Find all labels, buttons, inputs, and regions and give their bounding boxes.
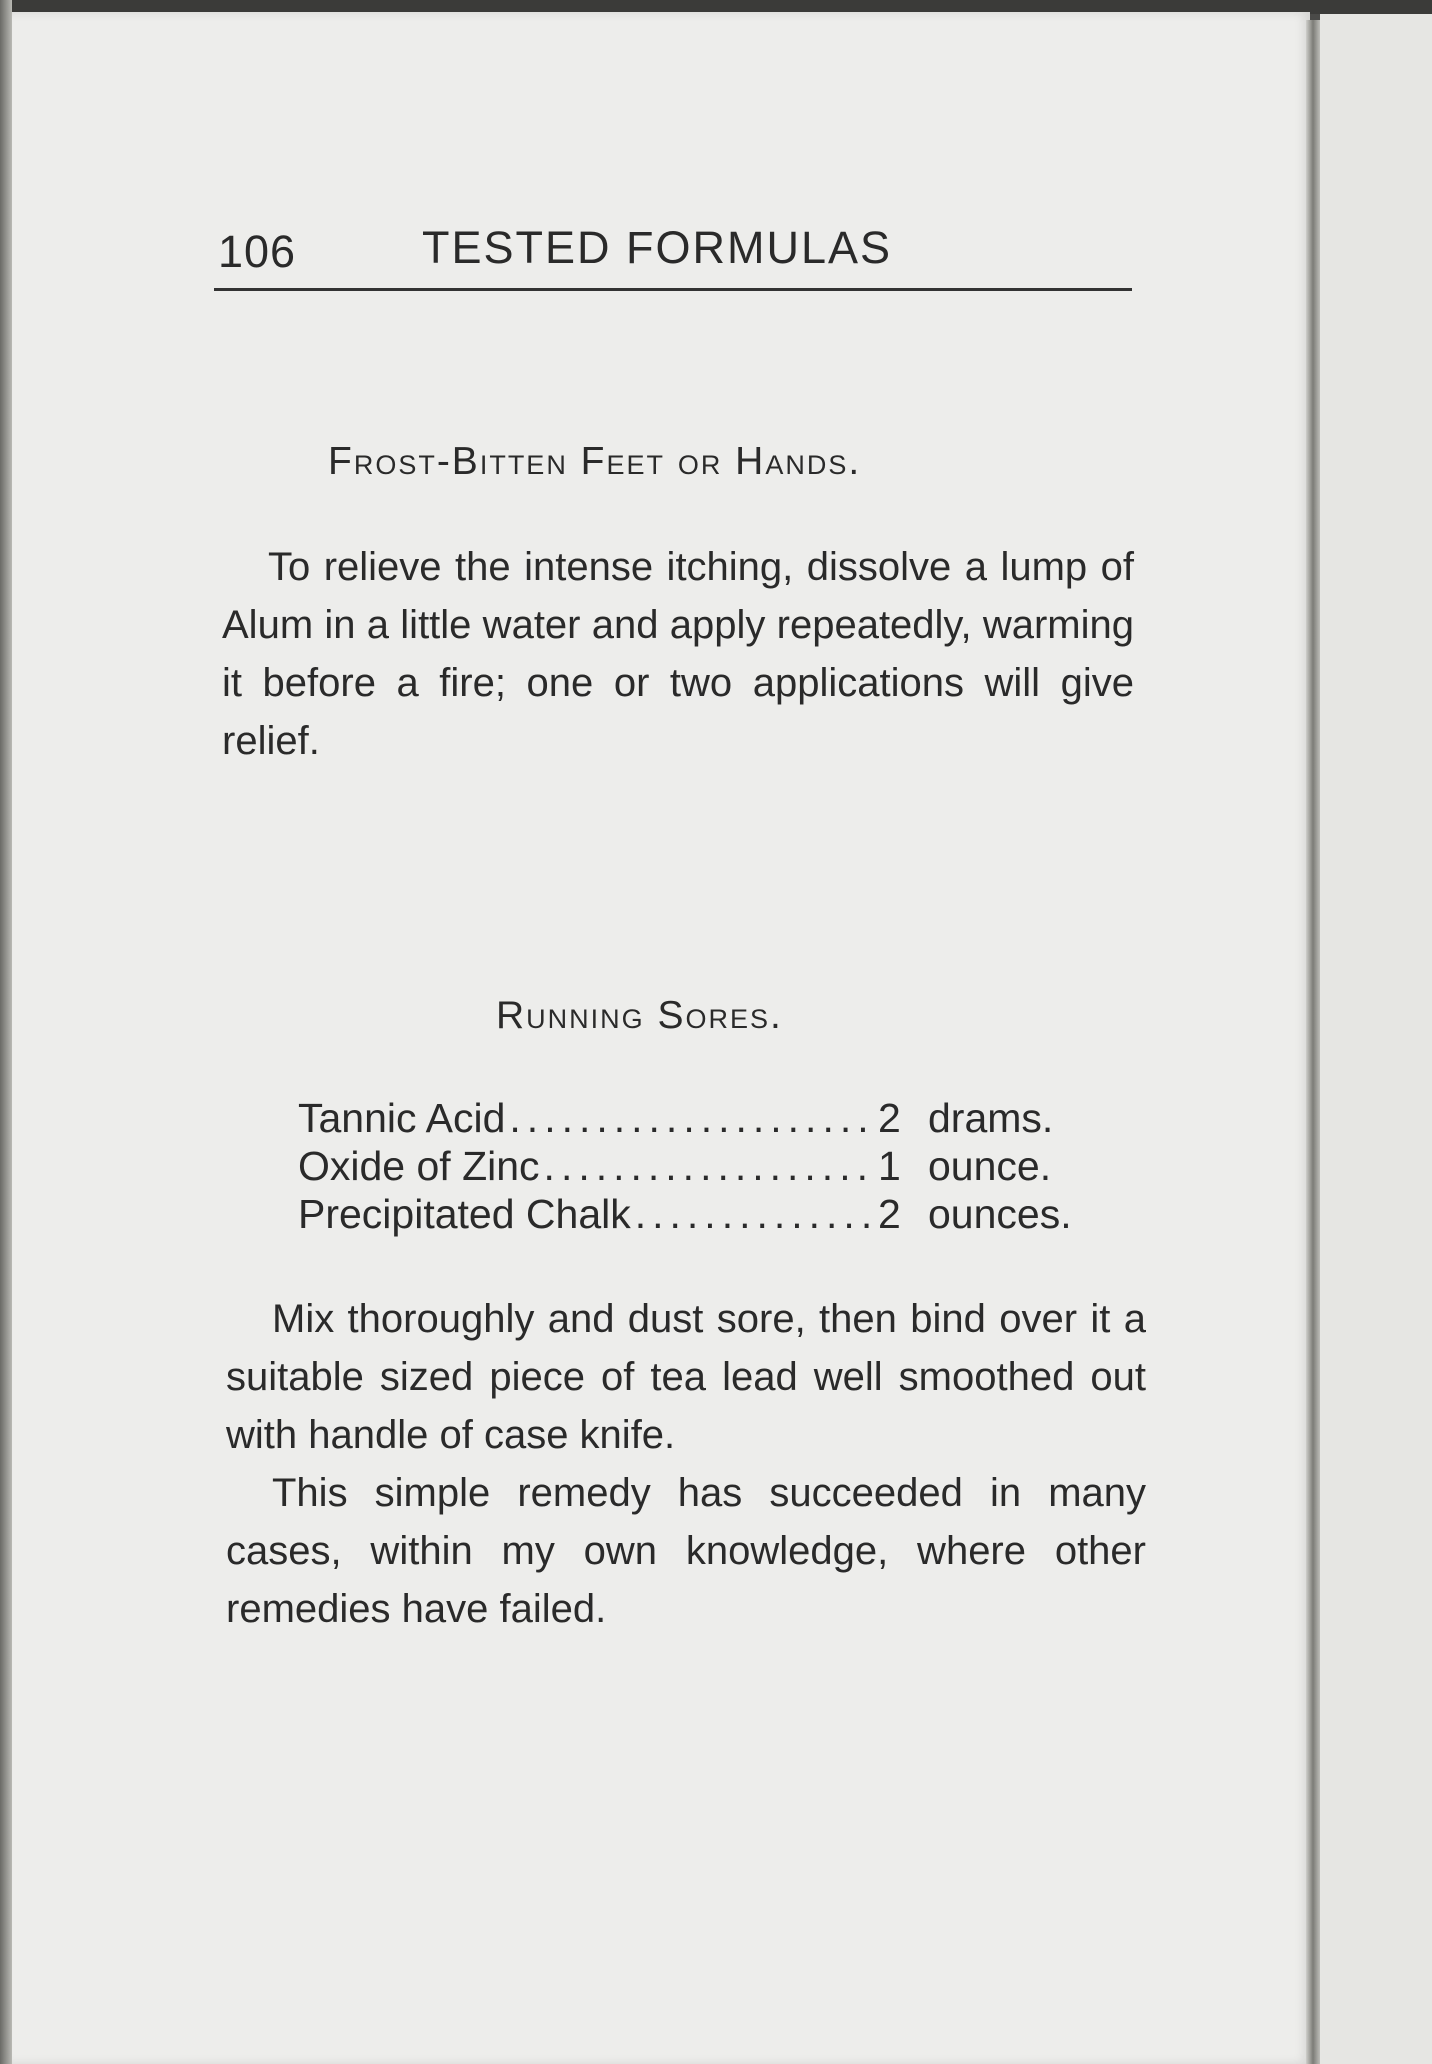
formula-amount: 2	[878, 1191, 901, 1237]
formula-amount: 2	[878, 1095, 901, 1141]
dot-leader	[544, 1142, 874, 1190]
formula-unit: ounce.	[928, 1143, 1052, 1189]
formula-ingredient: Precipitated Chalk	[298, 1191, 631, 1237]
page-left-edge	[0, 0, 12, 2064]
formula-row	[298, 1094, 1078, 1142]
formula-unit: ounces.	[928, 1191, 1072, 1237]
book-spine	[1306, 20, 1320, 2064]
formula-unit: drams.	[928, 1095, 1054, 1141]
running-sores-paragraph-1: Mix thoroughly and dust sore, then bind over it a suitable sized piece of tea lead well smoothed out with handle of case knife.	[226, 1297, 1146, 1457]
formula-row	[298, 1190, 1078, 1238]
formula-amount: 1	[878, 1143, 901, 1189]
formula-row	[298, 1142, 1078, 1190]
page-number: 106	[218, 226, 297, 277]
formula-ingredient: Oxide of Zinc	[298, 1143, 540, 1189]
running-title: TESTED FORMULAS	[422, 222, 893, 273]
header-rule	[214, 288, 1132, 291]
section-heading-frost-bitten: Frost-Bitten Feet or Hands.	[328, 440, 862, 483]
book-page	[10, 12, 1310, 2064]
frost-bitten-paragraph: To relieve the intense itching, dissolve a lump of Alum in a little water and apply repeatedly, warming it before a fire; one or two applications will give relief.	[222, 545, 1134, 763]
page-header	[210, 218, 1130, 288]
running-sores-paragraph-2: This simple remedy has succeeded in many cases, within my own knowledge, where other remedies have failed.	[226, 1471, 1146, 1631]
facing-page-edge	[1320, 14, 1432, 2064]
section-heading-running-sores: Running Sores.	[496, 994, 783, 1037]
formula-list	[298, 1094, 1078, 1238]
dot-leader	[509, 1094, 874, 1142]
dot-leader	[635, 1190, 874, 1238]
formula-ingredient: Tannic Acid	[298, 1095, 506, 1141]
